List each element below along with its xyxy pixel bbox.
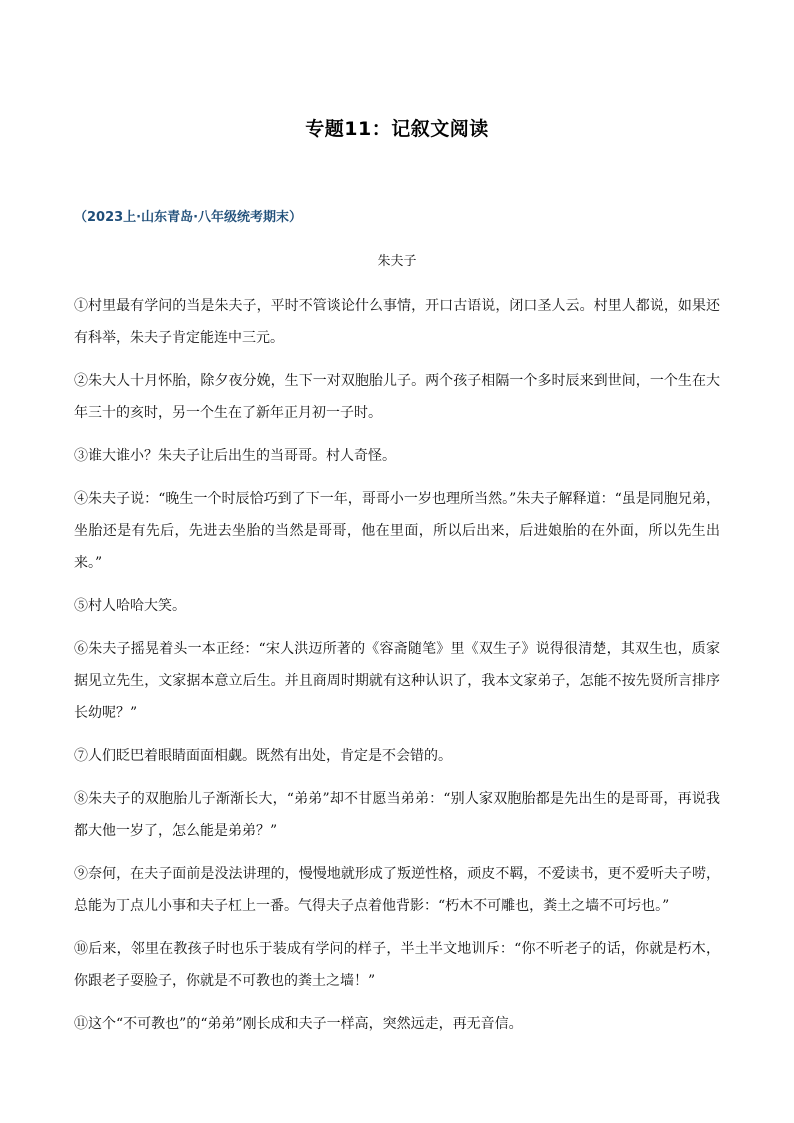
article-title: 朱夫子 — [377, 254, 417, 269]
paragraph-10: ⑩后来，邻里在教孩子时也乐于装成有学问的样子，半土半文地训斥：“你不听老子的话，你就是朽木，你跟老子耍脸子，你就是不可教也的粪土之墙！” — [74, 941, 720, 989]
paragraph-4: ④朱夫子说：“晚生一个时辰恰巧到了下一年，哥哥小一岁也理所当然。”朱夫子解释道：“虽是同胞兄弟，坐胎还是有先后，先进去坐胎的当然是哥哥，他在里面，所以后出来，后进娘胎的在外面，所以先生出来。” — [74, 491, 720, 571]
paragraph-9: ⑨奈何，在夫子面前是没法讲理的，慢慢地就形成了叛逆性格，顽皮不羁，不爱读书，更不爱听夫子唠，总能为丁点儿小事和夫子杠上一番。气得夫子点着他背影：“朽木不可雕也，粪土之墙不可圬也。” — [74, 866, 720, 914]
paragraph-1: ①村里最有学问的当是朱夫子，平时不管谈论什么事情，开口古语说，闭口圣人云。村里人都说，如果还有科举，朱夫子肯定能连中三元。 — [74, 298, 720, 346]
paragraph-7: ⑦人们眨巴着眼睛面面相觑。既然有出处，肯定是不会错的。 — [74, 748, 452, 764]
paragraph-5: ⑤村人哈哈大笑。 — [74, 598, 186, 614]
article-body — [74, 290, 720, 1051]
paragraph-6: ⑥朱夫子摇晃着头一本正经：“宋人洪迈所著的《容斋随笔》里《双生子》说得很清楚，其双生也，质家据见立先生，文家据本意立后生。并且商周时期就有这种认识了，我本文家弟子，怎能不按先贤所言排序长幼呢？” — [74, 641, 720, 721]
paragraph-3: ③谁大谁小？朱夫子让后出生的当哥哥。村人奇怪。 — [74, 448, 396, 464]
paragraph-11: ⑪这个“不可教也”的“弟弟”刚长成和夫子一样高，突然远走，再无音信。 — [74, 1016, 523, 1032]
source-label: （2023上·山东青岛·八年级统考期末） — [74, 210, 303, 225]
paragraph-8: ⑧朱夫子的双胞胎儿子渐渐长大，“弟弟”却不甘愿当弟弟：“别人家双胞胎都是先出生的是哥哥，再说我都大他一岁了，怎么能是弟弟？” — [74, 791, 720, 839]
document-title: 专题11：记叙文阅读 — [305, 118, 489, 140]
paragraph-2: ②朱大人十月怀胎，除夕夜分娩，生下一对双胞胎儿子。两个孩子相隔一个多时辰来到世间，一个生在大年三十的亥时，另一个生在了新年正月初一子时。 — [74, 373, 720, 421]
